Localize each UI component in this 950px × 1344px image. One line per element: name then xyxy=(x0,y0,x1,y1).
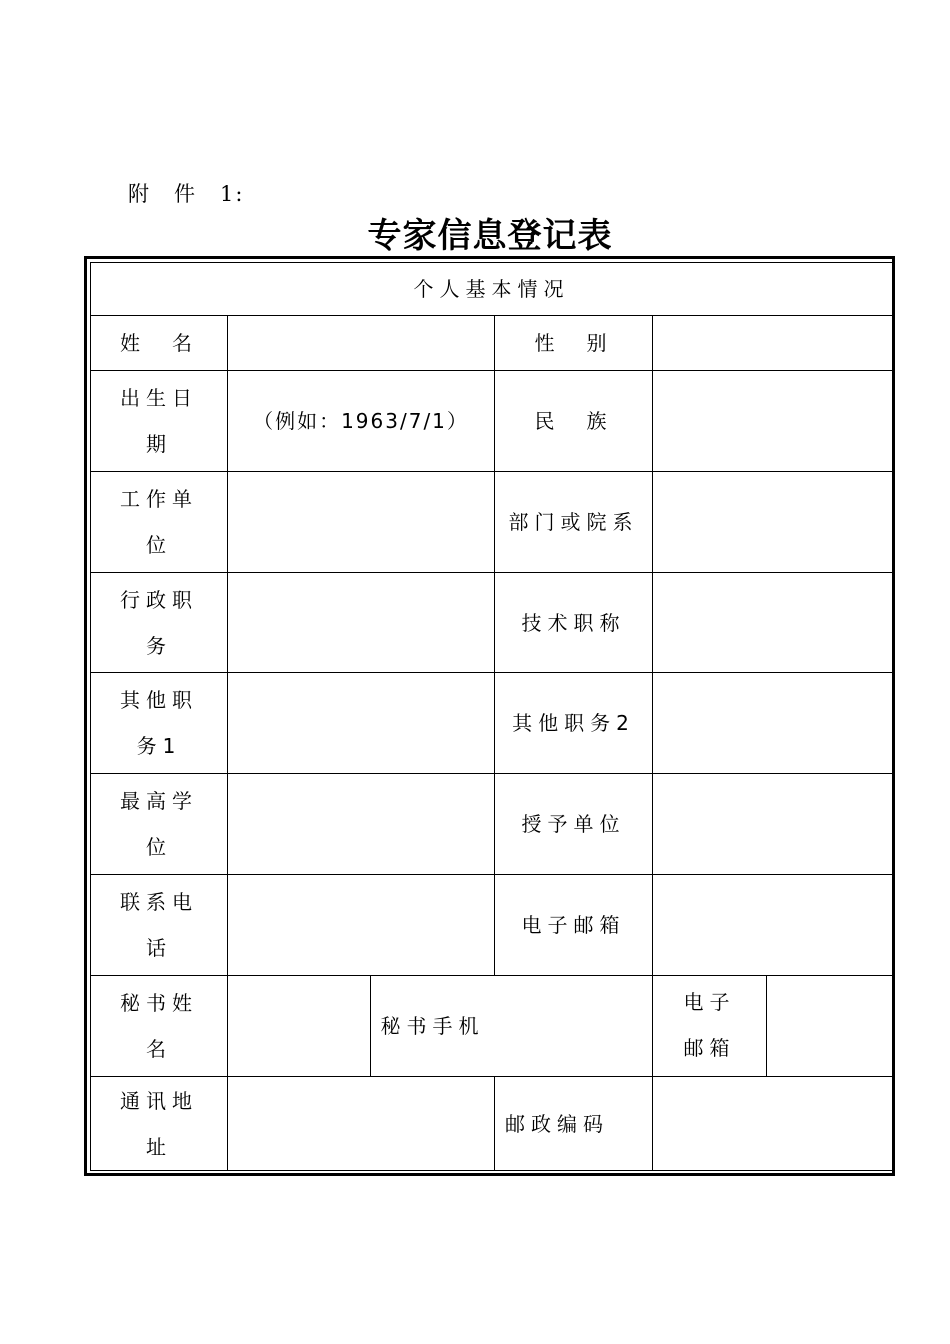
admin-position-field[interactable] xyxy=(228,573,494,672)
gender-field[interactable] xyxy=(653,316,892,370)
label-secretary-name: 秘书姓名 xyxy=(120,991,198,1061)
ethnicity-field[interactable] xyxy=(653,371,892,471)
section-header: 个人基本情况 xyxy=(413,277,570,301)
birth-date-field[interactable]: （例如：1963/7/1） xyxy=(253,409,469,433)
label-tech-title: 技术职称 xyxy=(521,610,626,635)
label-secretary-phone: 秘书手机 xyxy=(380,1014,485,1038)
secretary-name-field[interactable] xyxy=(228,976,370,1076)
label-secretary-email: 电子邮箱 xyxy=(683,990,736,1060)
label-admin-position: 行政职务 xyxy=(120,587,198,658)
department-field[interactable] xyxy=(653,472,892,572)
other-position-2-field[interactable] xyxy=(653,673,892,773)
tech-title-field[interactable] xyxy=(653,573,892,672)
email-field[interactable] xyxy=(653,875,892,975)
label-phone: 联系电话 xyxy=(120,890,198,960)
highest-degree-field[interactable] xyxy=(228,774,494,874)
label-name: 姓 名 xyxy=(120,331,198,355)
label-mailing-address: 通讯地址 xyxy=(120,1088,198,1159)
label-department: 部门或院系 xyxy=(508,510,639,534)
label-ethnicity: 民 族 xyxy=(534,409,613,433)
name-field[interactable] xyxy=(228,316,494,370)
label-birth-date: 出生日期 xyxy=(120,386,198,456)
label-postal-code: 邮政编码 xyxy=(505,1111,609,1136)
mailing-address-field[interactable] xyxy=(228,1077,494,1170)
expert-info-table xyxy=(84,256,895,1176)
phone-field[interactable] xyxy=(228,875,494,975)
label-work-unit: 工作单位 xyxy=(120,487,198,557)
degree-grantor-field[interactable] xyxy=(653,774,892,874)
label-other-position-2: 其他职务2 xyxy=(512,711,635,735)
label-degree-grantor: 授予单位 xyxy=(521,812,626,836)
label-email: 电子邮箱 xyxy=(521,913,626,937)
other-position-1-field[interactable] xyxy=(228,673,494,773)
label-highest-degree: 最高学位 xyxy=(120,789,198,859)
label-gender: 性 别 xyxy=(534,331,613,355)
form-title: 专家信息登记表 xyxy=(367,216,613,256)
secretary-phone-field[interactable] xyxy=(495,976,652,1076)
label-other-position-1: 其他职务1 xyxy=(120,688,198,758)
work-unit-field[interactable] xyxy=(228,472,494,572)
attachment-label: 附 件 1: xyxy=(128,182,245,206)
secretary-email-field[interactable] xyxy=(767,976,892,1076)
postal-code-field[interactable] xyxy=(653,1077,892,1170)
